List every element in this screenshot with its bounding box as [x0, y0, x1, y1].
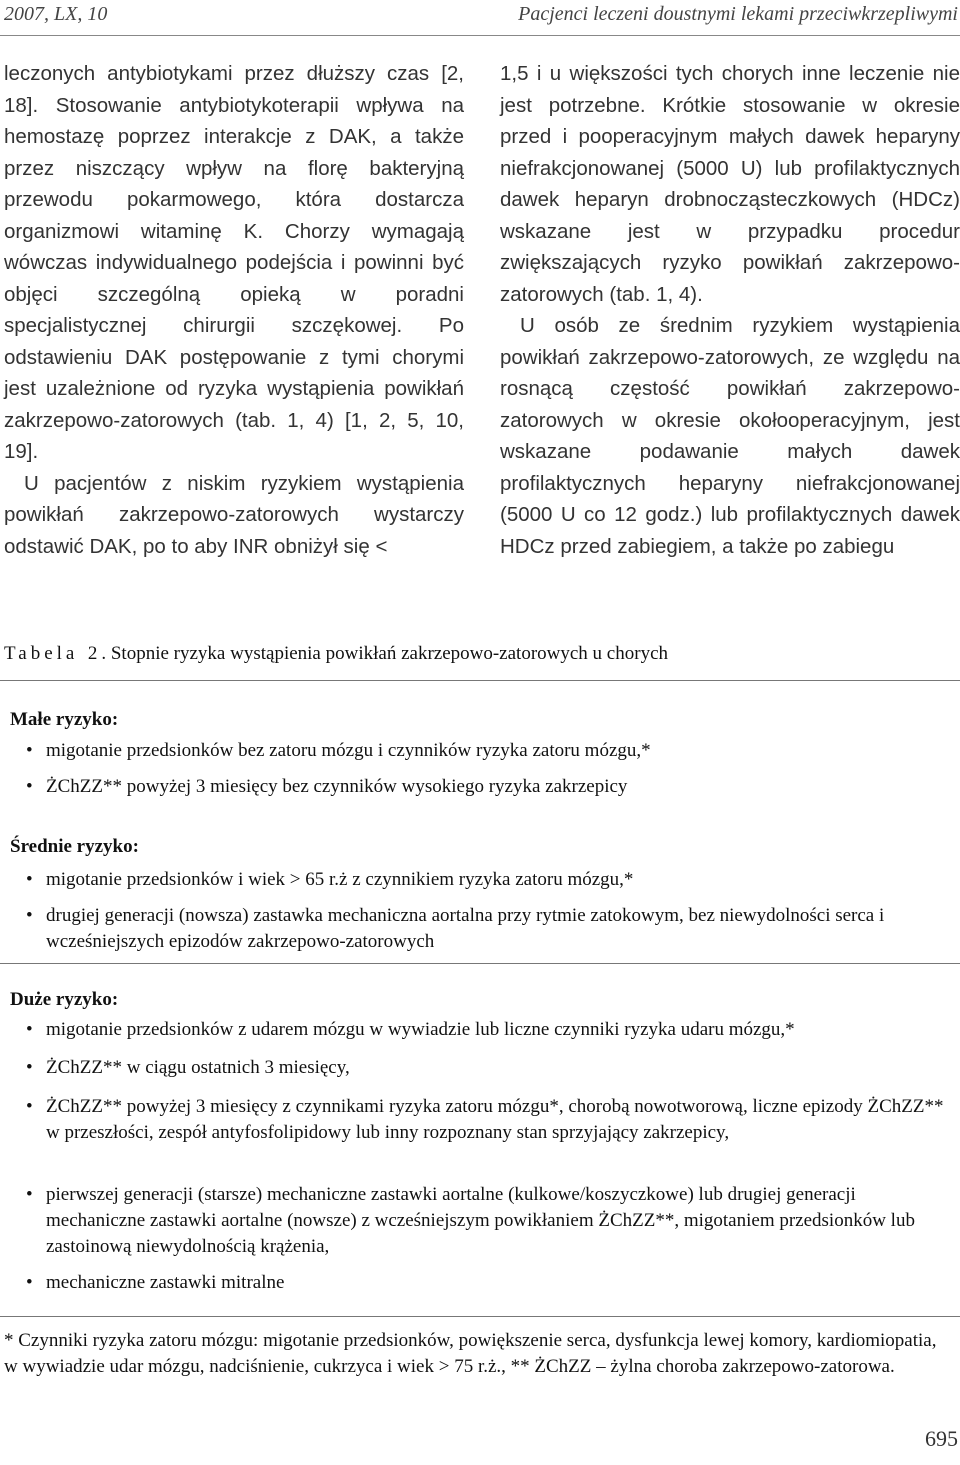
- bullet-icon: •: [26, 869, 33, 890]
- bullet-icon: •: [26, 1057, 33, 1078]
- bullet-icon: •: [26, 1019, 33, 1040]
- high-risk-heading: Duże ryzyko:: [10, 989, 119, 1010]
- table-caption: [4, 640, 954, 668]
- low-risk-heading: Małe ryzyko:: [10, 709, 119, 730]
- running-header: [0, 0, 960, 30]
- paragraph: 1,5 i u większości tych chorych inne leczenie nie jest potrzebne. Krótkie stosowanie w okresie przed i pooperacyjnym małych dawek heparyny niefrakcjonowanej (5000 U) lub profilaktycznych dawek heparyn drobnocząsteczkowych (HDCz) wskazane jest w przypadku procedur zwiększających ryzyko powikłań zakrzepowo-zatorowych (tab. 1, 4).: [500, 62, 960, 306]
- paragraph: leczonych antybiotykami przez dłuższy czas [2, 18]. Stosowanie antybiotykoterapii wpływa na hemostazę poprzez interakcje z DAK, a także przez niszczący wpływ na florę bakteryjną przewodu pokarmowego, która dostarcza organizmowi witaminę K. Chorzy wymagają wówczas indywidualnego podejścia i powinni być objęci szczególną opieką w poradni specjalistycznej chirurgii szczękowej. Po odstawieniu DAK postępowanie z tymi chorymi jest uzależnione od ryzyka wystąpienia powikłań zakrzepowo-zatorowych (tab. 1, 4) [1, 2, 5, 10, 19].: [4, 62, 464, 463]
- bullet-icon: •: [26, 1272, 33, 1293]
- table-label: Tabela: [4, 643, 79, 664]
- bullet-icon: •: [26, 1184, 33, 1205]
- running-title: Pacjenci leczeni doustnymi lekami przeciwkrzepliwymi: [518, 3, 958, 25]
- journal-issue: 2007, LX, 10: [4, 3, 108, 25]
- medium-risk-heading: Średnie ryzyko:: [10, 836, 139, 857]
- bullet-icon: •: [26, 905, 33, 926]
- right-column: [500, 58, 960, 562]
- header-rule: [0, 35, 960, 36]
- page-number: 695: [925, 1426, 958, 1451]
- table-top-rule: [0, 680, 960, 681]
- paragraph: U pacjentów z niskim ryzykiem wystąpienia powikłań zakrzepowo-zatorowych wystarczy odstawić DAK, po to aby INR obniżył się <: [4, 471, 464, 558]
- table-bottom-rule: [0, 1316, 960, 1317]
- paragraph: U osób ze średnim ryzykiem wystąpienia powikłań zakrzepowo-zatorowych, ze względu na rosnącą częstość powikłań zakrzepowo-zatorowych w okresie okołooperacyjnym, jest wskazane podawanie małych dawek profilaktycznych heparyny niefrakcjonowanej (5000 U co 12 godz.) lub profilaktycznych dawek HDCz przed zabiegiem, a także po zabiegu: [500, 314, 960, 558]
- left-column: [4, 58, 464, 562]
- bullet-icon: •: [26, 776, 33, 797]
- table-caption-text: . Stopnie ryzyka wystąpienia powikłań zakrzepowo-zatorowych u chorych: [101, 643, 669, 664]
- bullet-icon: •: [26, 740, 33, 761]
- table-number: 2: [87, 643, 102, 664]
- bullet-icon: •: [26, 1096, 33, 1117]
- table-footnote: * Czynniki ryzyka zatoru mózgu: migotanie przedsionków, powiększenie serca, dysfunkcja lewej komory, kardiomiopatia, w wywiadzie udar mózgu, nadciśnienie, cukrzyca i wiek > 75 r.ż., ** ŻChZZ – żylna choroba zakrzepowo-zatorowa.: [4, 1330, 937, 1377]
- section-rule: [0, 963, 960, 964]
